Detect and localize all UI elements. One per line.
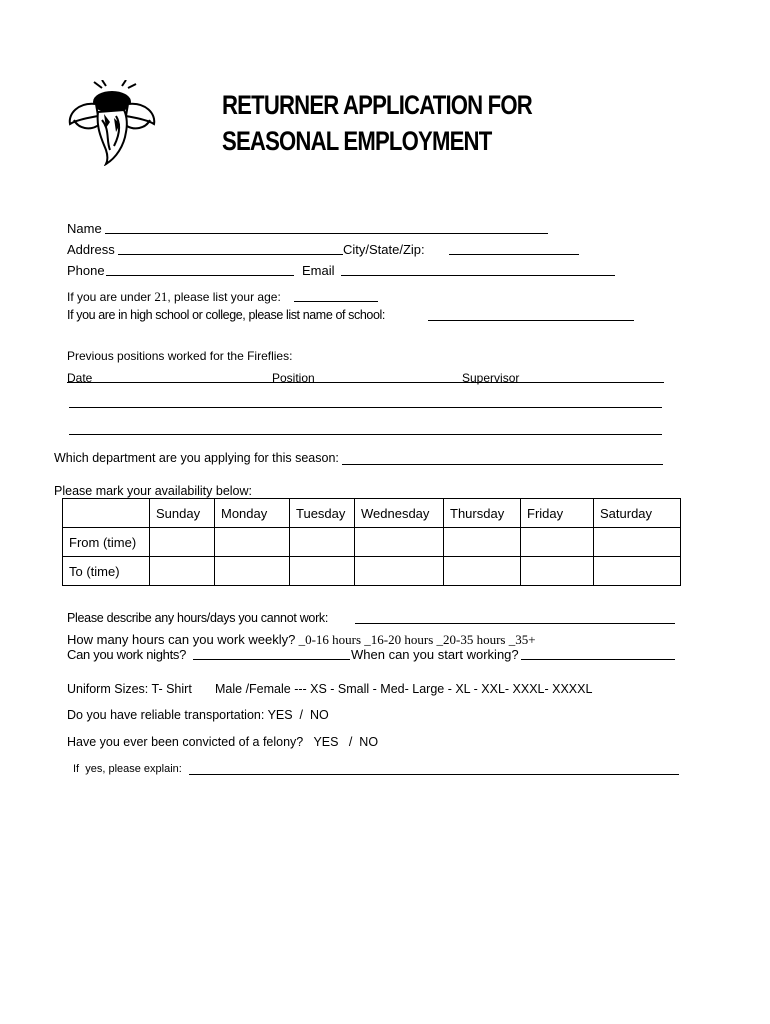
- cannot-work-field-line[interactable]: [355, 623, 675, 624]
- firefly-logo: [66, 80, 158, 166]
- to-monday-cell[interactable]: [215, 557, 290, 586]
- age-field-line[interactable]: [294, 301, 378, 302]
- nights-label: Can you work nights?: [67, 647, 187, 662]
- previous-row-line-2[interactable]: [69, 434, 662, 435]
- transportation-question: Do you have reliable transportation: YES / NO: [67, 708, 329, 722]
- department-label: Which department are you applying for this season:: [54, 451, 339, 465]
- age-prefix: If you are under: [67, 290, 155, 304]
- previous-header-line: [67, 382, 664, 383]
- to-thursday-cell[interactable]: [444, 557, 521, 586]
- age-number: 21: [154, 289, 168, 304]
- previous-date-header: Date: [67, 371, 93, 385]
- name-field-line[interactable]: [105, 233, 548, 234]
- cannot-work-label: Please describe any hours/days you cannot work:: [67, 611, 329, 625]
- email-field-line[interactable]: [341, 275, 615, 276]
- phone-label: Phone: [67, 263, 105, 278]
- school-label: If you are in high school or college, please list name of school:: [67, 308, 385, 322]
- city-state-zip-label: City/State/Zip:: [343, 242, 425, 257]
- email-label: Email: [302, 263, 335, 278]
- address-label: Address: [67, 242, 115, 257]
- day-friday: Friday: [521, 499, 594, 528]
- to-friday-cell[interactable]: [521, 557, 594, 586]
- address-field-line[interactable]: [118, 254, 343, 255]
- name-label: Name: [67, 221, 102, 236]
- availability-header-row: [63, 499, 681, 528]
- availability-row-to: [63, 557, 681, 586]
- from-tuesday-cell[interactable]: [290, 528, 355, 557]
- uniform-sizes-label: Uniform Sizes: T- Shirt: [67, 682, 192, 696]
- from-sunday-cell[interactable]: [150, 528, 215, 557]
- previous-position-header: Position: [272, 371, 315, 385]
- to-sunday-cell[interactable]: [150, 557, 215, 586]
- department-field-line[interactable]: [342, 464, 663, 465]
- weekly-hours-label: [67, 632, 536, 648]
- row-label-to: To (time): [63, 557, 150, 586]
- day-monday: Monday: [215, 499, 290, 528]
- previous-row-line-1[interactable]: [69, 407, 662, 408]
- form-title-line2: SEASONAL EMPLOYMENT: [222, 126, 492, 156]
- explain-label: If yes, please explain:: [73, 763, 182, 775]
- weekly-hours-question: How many hours can you work weekly?: [67, 632, 296, 647]
- felony-question: Have you ever been convicted of a felony? YES / NO: [67, 735, 379, 749]
- nights-field-line[interactable]: [193, 659, 350, 660]
- availability-row-from: [63, 528, 681, 557]
- from-wednesday-cell[interactable]: [355, 528, 444, 557]
- day-sunday: Sunday: [150, 499, 215, 528]
- form-title-line1: RETURNER APPLICATION FOR: [222, 90, 532, 120]
- school-field-line[interactable]: [428, 320, 634, 321]
- to-tuesday-cell[interactable]: [290, 557, 355, 586]
- to-wednesday-cell[interactable]: [355, 557, 444, 586]
- previous-positions-label: Previous positions worked for the Fireflies:: [67, 349, 293, 363]
- age-suffix: , please list your age:: [167, 290, 281, 304]
- phone-field-line[interactable]: [106, 275, 294, 276]
- availability-corner-cell: [63, 499, 150, 528]
- availability-label: Please mark your availability below:: [54, 484, 253, 498]
- explain-field-line[interactable]: [189, 774, 679, 775]
- from-friday-cell[interactable]: [521, 528, 594, 557]
- age-label: [67, 289, 281, 305]
- day-thursday: Thursday: [444, 499, 521, 528]
- start-date-field-line[interactable]: [521, 659, 675, 660]
- from-thursday-cell[interactable]: [444, 528, 521, 557]
- day-saturday: Saturday: [594, 499, 681, 528]
- previous-supervisor-header: Supervisor: [462, 371, 520, 385]
- uniform-sizes-options[interactable]: Male /Female --- XS - Small - Med- Large - XL - XXL- XXXL- XXXXL: [215, 682, 593, 696]
- availability-table: [62, 498, 681, 586]
- weekly-hours-options[interactable]: _0-16 hours _16-20 hours _20-35 hours _35+: [295, 632, 536, 647]
- start-date-label: When can you start working?: [351, 647, 519, 662]
- from-monday-cell[interactable]: [215, 528, 290, 557]
- city-state-zip-field-line[interactable]: [449, 254, 579, 255]
- from-saturday-cell[interactable]: [594, 528, 681, 557]
- day-wednesday: Wednesday: [355, 499, 444, 528]
- row-label-from: From (time): [63, 528, 150, 557]
- to-saturday-cell[interactable]: [594, 557, 681, 586]
- day-tuesday: Tuesday: [290, 499, 355, 528]
